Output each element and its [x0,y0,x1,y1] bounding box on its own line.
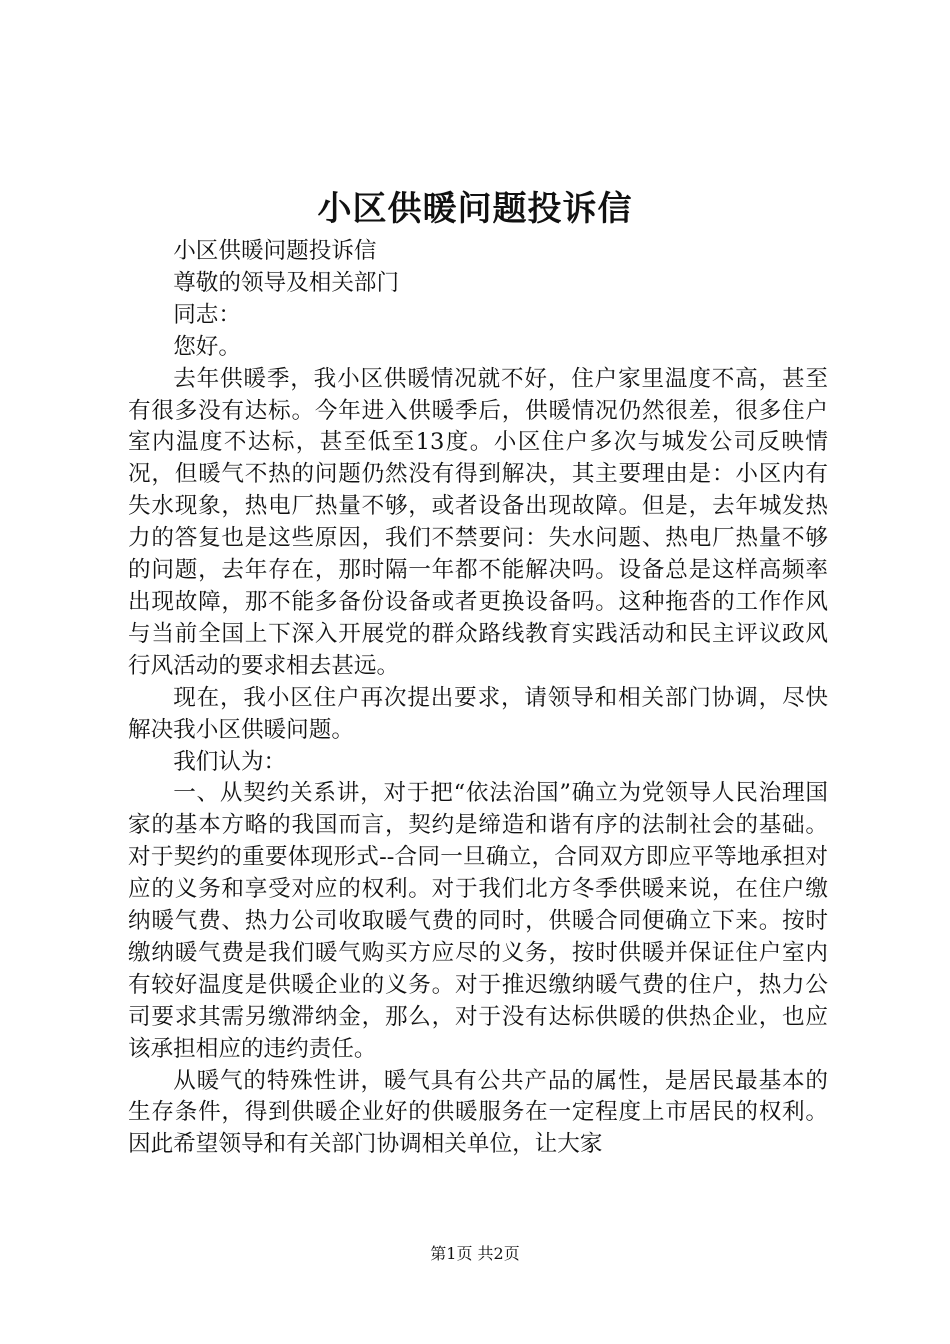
paragraph-contract: 一、从契约关系讲，对于把“依法治国”确立为党领导人民治理国家的基本方略的我国而言，契约是缔造和谐有序的法制社会的基础。对于契约的重要体现形式--合同一旦确立，合同双方即应平等地承担对应的义务和享受对应的权利。对于我们北方冬季供暖来说，在住户缴纳暖气费、热力公司收取暖气费的同时，供暖合同便确立下来。按时缴纳暖气费是我们暖气购买方应尽的义务，按时供暖并保证住户室内有较好温度是供暖企业的义务。对于推迟缴纳暖气费的住户，热力公司要求其需另缴滞纳金，那么，对于没有达标供暖的供热企业，也应该承担相应的违约责任。 [128,780,828,1062]
document-body [128,236,828,1161]
paragraph-situation: 去年供暖季，我小区供暖情况就不好，住户家里温度不高，甚至有很多没有达标。今年进入供暖季后，供暖情况仍然很差，很多住户室内温度不达标，甚至低至13度。小区住户多次与城发公司反映情况，但暖气不热的问题仍然没有得到解决，其主要理由是：小区内有失水现象，热电厂热量不够，或者设备出现故障。但是，去年城发热力的答复也是这些原因，我们不禁要问：失水问题、热电厂热量不够的问题，去年存在，那时隔一年都不能解决吗。设备总是这样高频率出现故障，那不能多备份设备或者更换设备吗。这种拖沓的工作作风与当前全国上下深入开展党的群众路线教育实践活动和民主评议政风行风活动的要求相去甚远。 [128,365,828,679]
page-footer: 第1页 共2页 [430,1244,520,1263]
paragraph-salutation: 尊敬的领导及相关部门 [173,269,400,296]
paragraph-salutation-comrades: 同志： [173,301,241,328]
paragraph-public-good: 从暖气的特殊性讲，暖气具有公共产品的属性，是居民最基本的生存条件，得到供暖企业好的供暖服务在一定程度上市居民的权利。因此希望领导和有关部门协调相关单位，让大家 [128,1067,828,1158]
paragraph-request: 现在，我小区住户再次提出要求，请领导和相关部门协调，尽快解决我小区供暖问题。 [128,684,828,743]
document-title: 小区供暖问题投诉信 [317,189,633,229]
paragraph-greeting: 您好。 [173,333,241,360]
paragraph-heading: 小区供暖问题投诉信 [173,238,377,264]
paragraph-opinion-intro: 我们认为： [173,748,287,775]
